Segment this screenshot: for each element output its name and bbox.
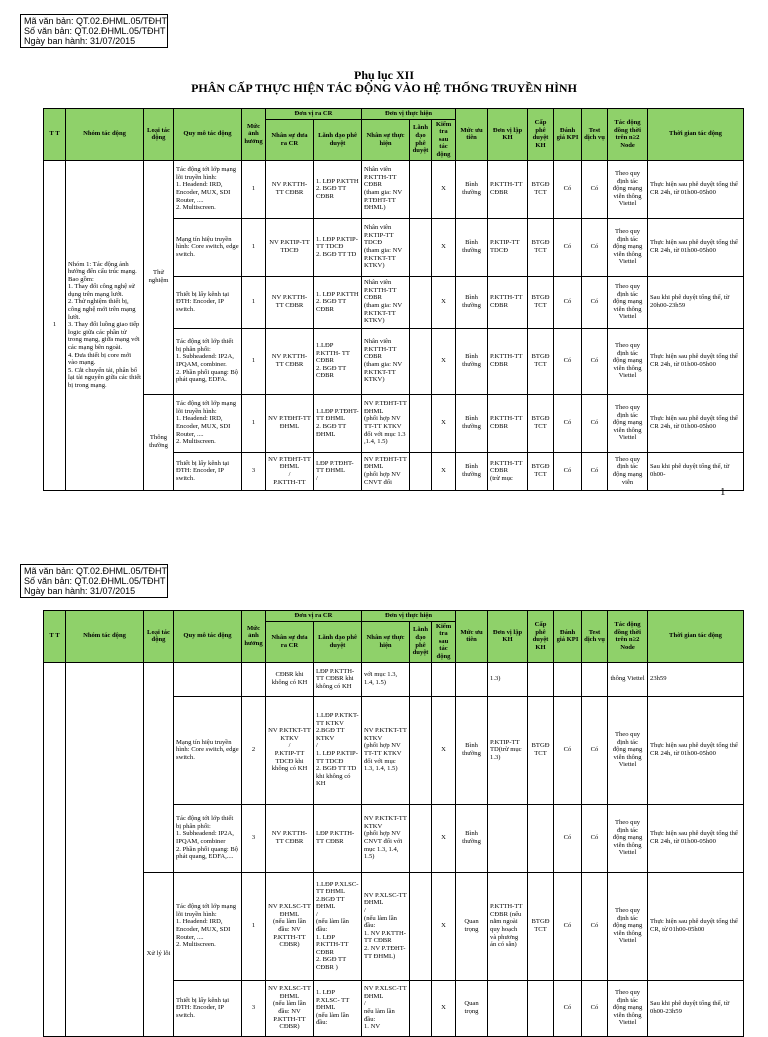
impact-cell: 1 xyxy=(242,328,266,394)
col-type: Loại tác động xyxy=(144,611,174,663)
impact-cell xyxy=(242,662,266,696)
doc-code: Mã văn bản: QT.02.ĐHML.05/TĐHT xyxy=(24,16,168,26)
table-row xyxy=(44,662,744,696)
exec-approver-cell xyxy=(410,394,432,452)
scope-cell: Tác động tới lớp mạng lõi truyền hình: 1. Headend: IRD, Encoder, MUX, SDI Router, .... 2. Multiscreen. xyxy=(174,160,242,218)
col-impact: Mức ảnh hưởng xyxy=(242,611,266,663)
col-exec-staff: Nhân sự thực hiện xyxy=(362,621,410,662)
col-concurrent: Tác động đồng thời trên n≥2 Node xyxy=(608,109,648,161)
col-priority: Mức ưu tiên xyxy=(456,611,488,663)
priority-cell: Bình thường xyxy=(456,696,488,804)
kpi-cell: Có xyxy=(554,452,582,490)
exec-approver-cell xyxy=(410,160,432,218)
cr-staff-cell: NV P.KTTH-TT CĐBR xyxy=(266,804,314,872)
kpi-cell xyxy=(554,662,582,696)
concurrent-cell: Theo quy định tác động mạng viễn thông Viettel xyxy=(608,328,648,394)
approval-cell xyxy=(528,980,554,1036)
plan-unit-cell: P.KTTH-TT CĐBR (trừ mục xyxy=(488,452,528,490)
impact-cell: 3 xyxy=(242,804,266,872)
cr-approver-cell: 1.LĐP P.KTTH- TT CĐBR 2. BGĐ TT CĐBR xyxy=(314,328,362,394)
cr-staff-cell: NV P.KTKT-TT KTKV / P.KTIP-TT TDCĐ khi không có KH xyxy=(266,696,314,804)
time-cell: Sau khi phê duyệt tổng thể, từ 0h00- xyxy=(648,452,744,490)
priority-cell: Quan trọng xyxy=(456,980,488,1036)
check-cell: X xyxy=(432,452,456,490)
impact-cell: 3 xyxy=(242,452,266,490)
concurrent-cell: Theo quy định tác động mạng viễn thông Viettel xyxy=(608,696,648,804)
col-exec-unit: Đơn vị thực hiện xyxy=(362,109,456,120)
exec-staff-cell: Nhân viên P.KTTH-TT CĐBR (tham gia: NV P.KTKT-TT KTKV) xyxy=(362,328,410,394)
approval-cell: BTGĐ TCT xyxy=(528,276,554,328)
scope-cell: Tác động tới lớp mạng lõi truyền hình: 1. Headend: IRD, Encoder, MUX, SDI Router, .... 2. Multiscreen. xyxy=(174,394,242,452)
scope-cell: Mạng tín hiệu truyền hình: Core switch, edge switch. xyxy=(174,696,242,804)
type-trial: Thử nghiệm xyxy=(144,160,174,394)
col-scope: Quy mô tác động xyxy=(174,109,242,161)
cr-staff-cell: NV P.KTTH-TT CĐBR xyxy=(266,276,314,328)
col-approval: Cấp phê duyệt KH xyxy=(528,611,554,663)
test-cell: Có xyxy=(582,218,608,276)
kpi-cell: Có xyxy=(554,276,582,328)
impact-cell: 2 xyxy=(242,696,266,804)
plan-unit-cell: P.KTTH-TT CĐBR xyxy=(488,276,528,328)
time-cell: Thực hiện sau phê duyệt tổng thể CR 24h, từ 01h00-05h00 xyxy=(648,328,744,394)
plan-unit-cell xyxy=(488,804,528,872)
cr-staff-cell: CĐBR khi không có KH xyxy=(266,662,314,696)
priority-cell: Bình thường xyxy=(456,276,488,328)
approval-cell: BTGĐ TCT xyxy=(528,452,554,490)
check-cell: X xyxy=(432,160,456,218)
document-code-box xyxy=(20,564,168,598)
document-page-2 xyxy=(0,560,768,1031)
approval-cell: BTGĐ TCT xyxy=(528,160,554,218)
cr-staff-cell: NV P.KTIP-TT TDCĐ xyxy=(266,218,314,276)
test-cell: Có xyxy=(582,980,608,1036)
type-normal: Thông thường xyxy=(144,394,174,490)
test-cell: Có xyxy=(582,160,608,218)
concurrent-cell: Theo quy định tác động mạng viễn thông Viettel xyxy=(608,218,648,276)
scope-cell: Thiết bị lấy kênh tại ĐTH: Encoder, IP switch. xyxy=(174,980,242,1036)
appendix-title: Phụ lục XII xyxy=(353,68,415,82)
row-index xyxy=(44,662,66,1036)
doc-date: Ngày ban hành: 31/07/2015 xyxy=(24,586,136,596)
col-exec-unit: Đơn vị thực hiện xyxy=(362,611,456,622)
col-check: Kiểm tra sau tác động xyxy=(432,119,456,160)
impact-cell: 1 xyxy=(242,218,266,276)
time-cell: Thực hiện sau phê duyệt tổng thể CR 24h, từ 01h00-05h00 xyxy=(648,160,744,218)
exec-staff-cell: Nhân viên P.KTIP-TT TDCĐ (tham gia: NV P.KTKT-TT KTKV) xyxy=(362,218,410,276)
time-cell: 23h59 xyxy=(648,662,744,696)
col-time: Thời gian tác động xyxy=(648,109,744,161)
priority-cell: Bình thường xyxy=(456,452,488,490)
doc-date: Ngày ban hành: 31/07/2015 xyxy=(24,36,136,46)
col-plan-unit: Đơn vị lập KH xyxy=(488,611,528,663)
exec-approver-cell xyxy=(410,218,432,276)
approval-cell: BTGĐ TCT xyxy=(528,696,554,804)
table-row xyxy=(44,394,744,452)
approval-cell: BTGĐ TCT xyxy=(528,328,554,394)
col-exec-staff: Nhân sự thực hiện xyxy=(362,119,410,160)
impact-cell: 1 xyxy=(242,276,266,328)
kpi-cell: Có xyxy=(554,696,582,804)
exec-staff-cell: NV P.KTKT-TT KTKV (phối hợp NV TT-TT KTKV đối với mục 1.3, 1.4, 1.5) xyxy=(362,696,410,804)
cr-approver-cell: 1.LĐP P.XLSC- TT ĐHML 2.BGĐ TT ĐHML / (nếu làm lần đầu: 1. LĐP P.KTTH-TT CĐBR 2. BGĐ TT CĐBR ) xyxy=(314,872,362,980)
concurrent-cell: Theo quy định tác động mạng viễn thông Viettel xyxy=(608,276,648,328)
test-cell: Có xyxy=(582,872,608,980)
document-title: PHÂN CẤP THỰC HIỆN TÁC ĐỘNG VÀO HỆ THỐNG TRUYỀN HÌNH xyxy=(191,81,577,95)
kpi-cell: Có xyxy=(554,160,582,218)
col-plan-unit: Đơn vị lập KH xyxy=(488,109,528,161)
document-page-1 xyxy=(0,0,768,510)
col-test: Test dịch vụ xyxy=(582,611,608,663)
scope-cell: Tác động tới lớp thiết bị phân phối: 1. Subheadend: IP2A, IPQAM, combiner. 2. Phần phối quang: Bộ phát quang, EDFA. xyxy=(174,328,242,394)
plan-unit-cell: 1.3) xyxy=(488,662,528,696)
cr-staff-cell: NV P.KTTH-TT CĐBR xyxy=(266,160,314,218)
time-cell: Sau khi phê duyệt tổng thể, từ 0h00-23h59 xyxy=(648,980,744,1036)
col-exec-approver: Lãnh đạo phê duyệt xyxy=(410,119,432,160)
priority-cell: Bình thường xyxy=(456,218,488,276)
priority-cell xyxy=(456,662,488,696)
type-error-handling: Xử lý lỗi xyxy=(144,872,174,1036)
check-cell: X xyxy=(432,276,456,328)
exec-staff-cell: Nhân viên P.KTTH-TT CĐBR (tham gia: NV P.TĐHT-TT ĐHML) xyxy=(362,160,410,218)
concurrent-cell: Theo quy định tác động mạng viễn thông Viettel xyxy=(608,394,648,452)
table-row xyxy=(44,872,744,980)
scope-cell: Tác động tới lớp thiết bị phân phối: 1. Subheadend: IP2A, IPQAM, combiner 2. Phần phối quang: Bộ phát quang, EDFA,.... xyxy=(174,804,242,872)
priority-cell: Bình thường xyxy=(456,394,488,452)
col-cr-staff: Nhân sự đưa ra CR xyxy=(266,119,314,160)
plan-unit-cell: P.KTTH-TT CĐBR xyxy=(488,394,528,452)
priority-cell: Quan trọng xyxy=(456,872,488,980)
approval-cell: BTGĐ TCT xyxy=(528,218,554,276)
col-check: Kiểm tra sau tác động xyxy=(432,621,456,662)
test-cell: Có xyxy=(582,696,608,804)
cr-approver-cell: 1. LĐP P.XLSC- TT ĐHML (nếu làm lần đầu: xyxy=(314,980,362,1036)
cr-approver-cell: LĐP P.TĐHT-TT ĐHML / xyxy=(314,452,362,490)
time-cell: Thực hiện sau phê duyệt tổng thể CR, từ 01h00-05h00 xyxy=(648,872,744,980)
scope-cell: Thiết bị lấy kênh tại ĐTH: Encoder, IP switch. xyxy=(174,276,242,328)
approval-cell: BTGĐ TCT xyxy=(528,394,554,452)
exec-approver-cell xyxy=(410,328,432,394)
doc-code: Mã văn bản: QT.02.ĐHML.05/TĐHT xyxy=(24,566,168,576)
time-cell: Thực hiện sau phê duyệt tổng thể CR 24h, từ 01h00-05h00 xyxy=(648,696,744,804)
cr-approver-cell: LĐP P.KTTH-TT CĐBR khi không có KH xyxy=(314,662,362,696)
cr-approver-cell: 1. LĐP P.KTIP-TT TDCĐ 2. BGĐ TT TD xyxy=(314,218,362,276)
exec-staff-cell: NV P.TĐHT-TT ĐHML (phối hợp NV CNVT đối xyxy=(362,452,410,490)
col-priority: Mức ưu tiên xyxy=(456,109,488,161)
row-index: 1 xyxy=(44,160,66,490)
exec-approver-cell xyxy=(410,452,432,490)
priority-cell: Bình thường xyxy=(456,160,488,218)
test-cell: Có xyxy=(582,276,608,328)
scope-cell xyxy=(174,662,242,696)
test-cell xyxy=(582,662,608,696)
col-group: Nhóm tác động xyxy=(66,109,144,161)
check-cell xyxy=(432,662,456,696)
col-approval: Cấp phê duyệt KH xyxy=(528,109,554,161)
scope-cell: Thiết bị lấy kênh tại ĐTH: Encoder, IP switch. xyxy=(174,452,242,490)
exec-staff-cell: NV P.TĐHT-TT ĐHML (phối hợp NV TT-TT KTKV đối với mục 1.3 ,1.4, 1.5) xyxy=(362,394,410,452)
exec-approver-cell xyxy=(410,804,432,872)
cr-approver-cell: 1. LĐP P.KTTH 2. BGĐ TT CĐBR xyxy=(314,160,362,218)
check-cell: X xyxy=(432,696,456,804)
exec-approver-cell xyxy=(410,662,432,696)
kpi-cell: Có xyxy=(554,394,582,452)
exec-staff-cell: NV P.XLSC-TT ĐHML / nếu làm lần đầu: 1. NV xyxy=(362,980,410,1036)
concurrent-cell: thông Viettel xyxy=(608,662,648,696)
exec-approver-cell xyxy=(410,872,432,980)
col-tt: T T xyxy=(44,109,66,161)
plan-unit-cell: P.KTIP-TT TDCĐ xyxy=(488,218,528,276)
check-cell: X xyxy=(432,218,456,276)
col-cr-staff: Nhân sự đưa ra CR xyxy=(266,621,314,662)
check-cell: X xyxy=(432,328,456,394)
col-concurrent: Tác động đồng thời trên n≥2 Node xyxy=(608,611,648,663)
exec-approver-cell xyxy=(410,696,432,804)
scope-cell: Tác động tới lớp mạng lõi truyền hình: 1. Headend: IRD, Encoder, MUX, SDI Router, .... 2. Multiscreen. xyxy=(174,872,242,980)
authorization-table-continued xyxy=(43,610,744,1037)
concurrent-cell: Theo quy định tác động mạng viễn xyxy=(608,452,648,490)
col-kpi: Đánh giá KPI xyxy=(554,109,582,161)
cr-approver-cell: 1.LĐP P.TĐHT-TT ĐHML 2. BGĐ TT ĐHML xyxy=(314,394,362,452)
cr-approver-cell: LĐP P.KTTH- TT CĐBR xyxy=(314,804,362,872)
check-cell: X xyxy=(432,804,456,872)
col-scope: Quy mô tác động xyxy=(174,611,242,663)
cr-staff-cell: NV P.XLSC-TT ĐHML (nếu làm lần đầu: NV P.KTTH-TT CĐBR) xyxy=(266,980,314,1036)
exec-staff-cell: với mục 1.3, 1.4, 1.5) xyxy=(362,662,410,696)
concurrent-cell: Theo quy định tác động mạng viễn thông Viettel xyxy=(608,160,648,218)
cr-staff-cell: NV P.KTTH-TT CĐBR xyxy=(266,328,314,394)
impact-cell: 1 xyxy=(242,394,266,452)
check-cell: X xyxy=(432,872,456,980)
approval-cell: BTGĐ TCT xyxy=(528,872,554,980)
page-number: 1 xyxy=(720,486,726,498)
concurrent-cell: Theo quy định tác động mạng viễn thông Viettel xyxy=(608,980,648,1036)
kpi-cell: Có xyxy=(554,804,582,872)
time-cell: Thực hiện sau phê duyệt tổng thể CR 24h, từ 01h00-05h00 xyxy=(648,804,744,872)
cr-staff-cell: NV P.TĐHT-TT ĐHML xyxy=(266,394,314,452)
plan-unit-cell: P.KTTH-TT CĐBR (nếu nằm ngoài quy hoạch và phương án có sẵn) xyxy=(488,872,528,980)
kpi-cell: Có xyxy=(554,218,582,276)
group-description: Nhóm 1: Tác động ảnh hưởng đến cấu trúc mạng. Bao gồm: 1. Thay đổi công nghệ sử dụng trên mạng lưới. 2. Thử nghiệm thiết bị, công nghệ mới trên mạng lưới. 3. Thay đổi luồng giao tiếp logic giữa các phần tử trong mạng, giữa mạng với các mạng bên ngoài. 4. Đưa thiết bị core mới vào mạng. 5. Cắt chuyển tải, phân bổ lại tài nguyên giữa các thiết bị trong mạng. xyxy=(66,160,144,490)
col-cr-approver: Lãnh đạo phê duyệt xyxy=(314,621,362,662)
priority-cell: Bình thường xyxy=(456,328,488,394)
impact-cell: 3 xyxy=(242,980,266,1036)
test-cell: Có xyxy=(582,394,608,452)
impact-cell: 1 xyxy=(242,872,266,980)
col-cr-unit: Đơn vị ra CR xyxy=(266,611,362,622)
kpi-cell: Có xyxy=(554,980,582,1036)
col-exec-approver: Lãnh đạo phê duyệt xyxy=(410,621,432,662)
cr-approver-cell: 1.LĐP P.KTKT-TT KTKV 2.BGĐ TT KTKV / 1. LĐP P.KTIP-TT TDCĐ 2. BGĐ TT TD khi không có KH xyxy=(314,696,362,804)
col-test: Test dịch vụ xyxy=(582,109,608,161)
col-type: Loại tác động xyxy=(144,109,174,161)
approval-cell xyxy=(528,662,554,696)
time-cell: Thực hiện sau phê duyệt tổng thể CR 24h, từ 01h00-05h00 xyxy=(648,394,744,452)
kpi-cell: Có xyxy=(554,328,582,394)
page-gap xyxy=(0,510,768,560)
doc-number: Số văn bản: QT.02.ĐHML.05/TĐHT xyxy=(24,576,166,586)
concurrent-cell: Theo quy định tác động mạng viễn thông Viettel xyxy=(608,872,648,980)
exec-staff-cell: NV P.XLSC-TT ĐHML / (nếu làm lần đầu: 1. NV P.KTTH- TT CĐBR 2. NV P.TĐHT- TT ĐHML) xyxy=(362,872,410,980)
col-time: Thời gian tác động xyxy=(648,611,744,663)
type-normal-continued xyxy=(144,662,174,872)
document-code-box xyxy=(20,14,168,48)
cr-staff-cell: NV P.TĐHT-TT ĐHML / P.KTTH-TT xyxy=(266,452,314,490)
cr-approver-cell: 1. LĐP P.KTTH 2. BGĐ TT CĐBR xyxy=(314,276,362,328)
check-cell: X xyxy=(432,980,456,1036)
test-cell: Có xyxy=(582,328,608,394)
plan-unit-cell xyxy=(488,980,528,1036)
exec-approver-cell xyxy=(410,276,432,328)
exec-approver-cell xyxy=(410,980,432,1036)
priority-cell: Bình thường xyxy=(456,804,488,872)
cr-staff-cell: NV P.XLSC-TT ĐHML (nếu làm lần đầu: NV P.KTTH-TT CĐBR) xyxy=(266,872,314,980)
table-row xyxy=(44,160,744,218)
plan-unit-cell: P.KTIP-TT TD(trừ mục 1.3) xyxy=(488,696,528,804)
impact-cell: 1 xyxy=(242,160,266,218)
approval-cell xyxy=(528,804,554,872)
kpi-cell: Có xyxy=(554,872,582,980)
col-cr-unit: Đơn vị ra CR xyxy=(266,109,362,120)
exec-staff-cell: Nhân viên P.KTTH-TT CĐBR (tham gia: NV P.KTKT-TT KTKV) xyxy=(362,276,410,328)
authorization-table xyxy=(43,108,744,491)
test-cell: Có xyxy=(582,804,608,872)
time-cell: Thực hiện sau phê duyệt tổng thể CR 24h, từ 01h00-05h00 xyxy=(648,218,744,276)
doc-number: Số văn bản: QT.02.ĐHML.05/TĐHT xyxy=(24,26,166,36)
col-group: Nhóm tác động xyxy=(66,611,144,663)
time-cell: Sau khi phê duyệt tổng thể, từ 20h00-23h59 xyxy=(648,276,744,328)
plan-unit-cell: P.KTTH-TT CĐBR xyxy=(488,160,528,218)
test-cell: Có xyxy=(582,452,608,490)
col-kpi: Đánh giá KPI xyxy=(554,611,582,663)
col-impact: Mức ảnh hưởng xyxy=(242,109,266,161)
group-description xyxy=(66,662,144,1036)
scope-cell: Mạng tín hiệu truyền hình: Core switch, edge switch. xyxy=(174,218,242,276)
plan-unit-cell: P.KTTH-TT CĐBR xyxy=(488,328,528,394)
col-tt: T T xyxy=(44,611,66,663)
exec-staff-cell: NV P.KTKT-TT KTKV (phối hợp NV CNVT đối với mục 1.3, 1.4, 1.5) xyxy=(362,804,410,872)
col-cr-approver: Lãnh đạo phê duyệt xyxy=(314,119,362,160)
check-cell: X xyxy=(432,394,456,452)
concurrent-cell: Theo quy định tác động mạng viễn thông Viettel xyxy=(608,804,648,872)
